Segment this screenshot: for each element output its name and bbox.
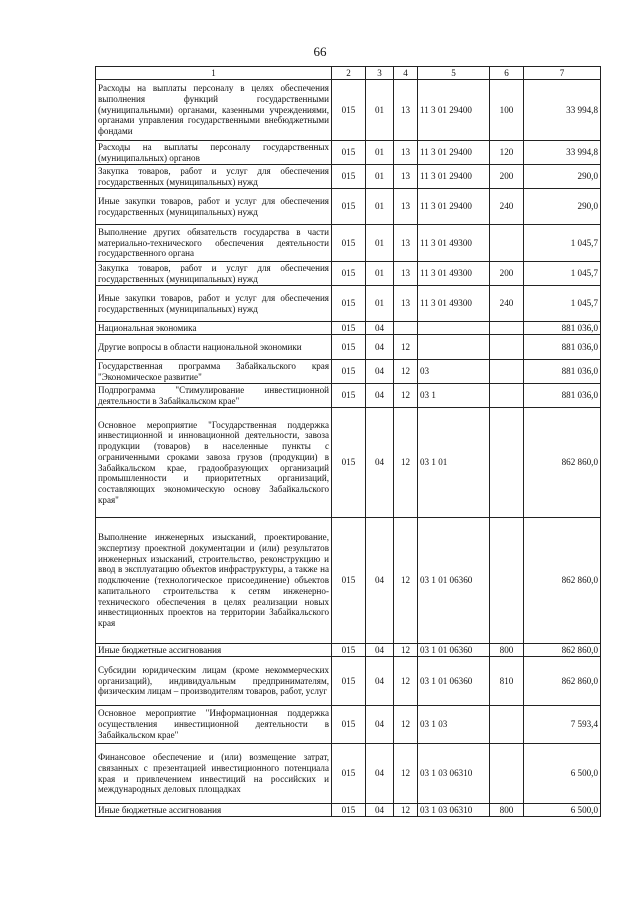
row-name: Другие вопросы в области национальной экономики bbox=[96, 335, 332, 360]
row-rz: 04 bbox=[366, 706, 394, 744]
table-row bbox=[96, 360, 601, 384]
row-vr bbox=[490, 744, 524, 804]
table-row bbox=[96, 744, 601, 804]
row-name: Подпрограмма "Стимулирование инвестиционной деятельности в Забайкальском крае" bbox=[96, 384, 332, 408]
row-csr: 11 3 01 29400 bbox=[418, 165, 490, 189]
row-name: Иные закупки товаров, работ и услуг для обеспечения государственных (муниципальных) нужд bbox=[96, 189, 332, 225]
table-row bbox=[96, 706, 601, 744]
row-pr: 12 bbox=[394, 804, 418, 817]
row-sum: 33 994,8 bbox=[524, 141, 601, 165]
row-sum: 1 045,7 bbox=[524, 286, 601, 322]
row-rz: 01 bbox=[366, 225, 394, 262]
row-sum: 7 593,4 bbox=[524, 706, 601, 744]
header-row bbox=[96, 67, 601, 80]
row-vr bbox=[490, 706, 524, 744]
row-rz: 01 bbox=[366, 141, 394, 165]
row-vr bbox=[490, 384, 524, 408]
row-sum: 290,0 bbox=[524, 189, 601, 225]
row-pr: 12 bbox=[394, 408, 418, 518]
row-name: Основное мероприятие "Информационная поддержка осуществления инвестиционной деятельности в Забайкальском крае" bbox=[96, 706, 332, 744]
row-csr: 03 1 01 bbox=[418, 408, 490, 518]
row-sum: 862 860,0 bbox=[524, 518, 601, 644]
table-row bbox=[96, 141, 601, 165]
row-rz: 04 bbox=[366, 384, 394, 408]
row-ved: 015 bbox=[332, 165, 366, 189]
row-ved: 015 bbox=[332, 706, 366, 744]
row-rz: 01 bbox=[366, 262, 394, 286]
row-rz: 01 bbox=[366, 80, 394, 141]
row-ved: 015 bbox=[332, 322, 366, 335]
table-row bbox=[96, 518, 601, 644]
row-name: Иные бюджетные ассигнования bbox=[96, 644, 332, 657]
table-row bbox=[96, 262, 601, 286]
row-rz: 04 bbox=[366, 360, 394, 384]
row-csr: 11 3 01 29400 bbox=[418, 141, 490, 165]
row-name: Государственная программа Забайкальского края "Экономическое развитие" bbox=[96, 360, 332, 384]
row-vr: 120 bbox=[490, 141, 524, 165]
col-header-pr: 4 bbox=[394, 67, 418, 80]
row-ved: 015 bbox=[332, 80, 366, 141]
row-ved: 015 bbox=[332, 360, 366, 384]
row-pr: 13 bbox=[394, 262, 418, 286]
row-sum: 881 036,0 bbox=[524, 335, 601, 360]
row-name: Закупка товаров, работ и услуг для обеспечения государственных (муниципальных) нужд bbox=[96, 262, 332, 286]
budget-table bbox=[95, 66, 601, 817]
row-name: Расходы на выплаты персоналу государственных (муниципальных) органов bbox=[96, 141, 332, 165]
col-header-vr: 6 bbox=[490, 67, 524, 80]
row-name: Национальная экономика bbox=[96, 322, 332, 335]
table-row bbox=[96, 644, 601, 657]
row-rz: 04 bbox=[366, 804, 394, 817]
row-sum: 6 500,0 bbox=[524, 744, 601, 804]
row-ved: 015 bbox=[332, 335, 366, 360]
row-vr bbox=[490, 225, 524, 262]
row-ved: 015 bbox=[332, 518, 366, 644]
row-rz: 04 bbox=[366, 408, 394, 518]
row-rz: 04 bbox=[366, 644, 394, 657]
row-rz: 04 bbox=[366, 335, 394, 360]
row-csr: 11 3 01 49300 bbox=[418, 225, 490, 262]
row-vr: 100 bbox=[490, 80, 524, 141]
row-sum: 1 045,7 bbox=[524, 225, 601, 262]
row-sum: 862 860,0 bbox=[524, 657, 601, 706]
page-number: 66 bbox=[313, 44, 327, 59]
row-pr: 13 bbox=[394, 286, 418, 322]
row-sum: 290,0 bbox=[524, 165, 601, 189]
row-ved: 015 bbox=[332, 384, 366, 408]
row-name: Финансовое обеспечение и (или) возмещение затрат, связанных с презентацией инвестиционного потенциала края и привлечением инвестиций на российских и международных деловых площадках bbox=[96, 744, 332, 804]
row-csr: 11 3 01 49300 bbox=[418, 262, 490, 286]
row-vr: 800 bbox=[490, 804, 524, 817]
row-csr: 03 1 01 06360 bbox=[418, 518, 490, 644]
row-sum: 881 036,0 bbox=[524, 384, 601, 408]
row-ved: 015 bbox=[332, 408, 366, 518]
row-csr: 03 1 01 06360 bbox=[418, 644, 490, 657]
row-ved: 015 bbox=[332, 286, 366, 322]
row-vr: 240 bbox=[490, 286, 524, 322]
col-header-rz: 3 bbox=[366, 67, 394, 80]
table-row bbox=[96, 657, 601, 706]
table-row bbox=[96, 804, 601, 817]
row-sum: 881 036,0 bbox=[524, 322, 601, 335]
row-pr: 12 bbox=[394, 657, 418, 706]
table-row bbox=[96, 80, 601, 141]
row-vr bbox=[490, 360, 524, 384]
row-vr: 800 bbox=[490, 644, 524, 657]
row-name: Расходы на выплаты персоналу в целях обеспечения выполнения функций государственными (муниципальными) органами, казенными учреждениями, органами управления государственными внебюджетными фондами bbox=[96, 80, 332, 141]
row-csr: 03 1 01 06360 bbox=[418, 657, 490, 706]
row-sum: 881 036,0 bbox=[524, 360, 601, 384]
row-pr: 12 bbox=[394, 744, 418, 804]
row-vr bbox=[490, 518, 524, 644]
row-ved: 015 bbox=[332, 141, 366, 165]
table-row bbox=[96, 225, 601, 262]
row-csr: 11 3 01 49300 bbox=[418, 286, 490, 322]
row-name: Выполнение других обязательств государства в части материально-технического обеспечения деятельности государственного органа bbox=[96, 225, 332, 262]
row-vr bbox=[490, 322, 524, 335]
col-header-sum: 7 bbox=[524, 67, 601, 80]
row-pr: 13 bbox=[394, 141, 418, 165]
row-rz: 01 bbox=[366, 286, 394, 322]
row-pr: 12 bbox=[394, 706, 418, 744]
row-ved: 015 bbox=[332, 804, 366, 817]
row-pr: 13 bbox=[394, 80, 418, 141]
row-vr: 240 bbox=[490, 189, 524, 225]
table-row bbox=[96, 189, 601, 225]
row-pr: 13 bbox=[394, 189, 418, 225]
row-ved: 015 bbox=[332, 644, 366, 657]
row-csr: 11 3 01 29400 bbox=[418, 80, 490, 141]
row-pr: 12 bbox=[394, 360, 418, 384]
row-pr: 12 bbox=[394, 518, 418, 644]
row-name: Выполнение инженерных изысканий, проектирование, экспертизу проектной документации и (или) результатов инженерных изысканий, строительство, реконструкцию и ввод в эксплуатацию объектов инфраструктуры, а также на подключение (технологическое присоединение) объектов капитального строительства к сетям инженерно-технического обеспечения в целях реализации новых инвестиционных проектов на территории Забайкальского края bbox=[96, 518, 332, 644]
row-vr: 810 bbox=[490, 657, 524, 706]
row-name: Основное мероприятие "Государственная поддержка инвестиционной и инновационной деятельности, завоза продукции (товаров) в населенные пункты с ограниченными сроками завоза грузов (продукции) в Забайкальском крае, градообразующих организаций промышленности и приоритетных организаций, составляющих экономическую основу Забайкальского края" bbox=[96, 408, 332, 518]
row-pr: 13 bbox=[394, 225, 418, 262]
row-name: Субсидии юридическим лицам (кроме некоммерческих организаций), индивидуальным предпринимателям, физическим лицам – производителям товаров, работ, услуг bbox=[96, 657, 332, 706]
row-name: Иные бюджетные ассигнования bbox=[96, 804, 332, 817]
row-sum: 33 994,8 bbox=[524, 80, 601, 141]
row-ved: 015 bbox=[332, 225, 366, 262]
row-rz: 01 bbox=[366, 189, 394, 225]
row-vr: 200 bbox=[490, 262, 524, 286]
row-rz: 01 bbox=[366, 165, 394, 189]
row-name: Закупка товаров, работ и услуг для обеспечения государственных (муниципальных) нужд bbox=[96, 165, 332, 189]
row-ved: 015 bbox=[332, 262, 366, 286]
col-header-name: 1 bbox=[96, 67, 332, 80]
table-row bbox=[96, 165, 601, 189]
row-pr: 12 bbox=[394, 644, 418, 657]
row-ved: 015 bbox=[332, 744, 366, 804]
row-ved: 015 bbox=[332, 657, 366, 706]
row-vr bbox=[490, 408, 524, 518]
row-rz: 04 bbox=[366, 322, 394, 335]
row-sum: 862 860,0 bbox=[524, 408, 601, 518]
row-pr: 12 bbox=[394, 335, 418, 360]
row-csr: 03 1 03 06310 bbox=[418, 744, 490, 804]
row-pr bbox=[394, 322, 418, 335]
row-sum: 6 500,0 bbox=[524, 804, 601, 817]
row-csr bbox=[418, 322, 490, 335]
row-pr: 13 bbox=[394, 165, 418, 189]
table-row bbox=[96, 322, 601, 335]
row-vr bbox=[490, 335, 524, 360]
row-sum: 1 045,7 bbox=[524, 262, 601, 286]
row-rz: 04 bbox=[366, 657, 394, 706]
col-header-ved: 2 bbox=[332, 67, 366, 80]
row-pr: 12 bbox=[394, 384, 418, 408]
row-sum: 862 860,0 bbox=[524, 644, 601, 657]
row-vr: 200 bbox=[490, 165, 524, 189]
col-header-csr: 5 bbox=[418, 67, 490, 80]
row-csr: 03 bbox=[418, 360, 490, 384]
row-rz: 04 bbox=[366, 744, 394, 804]
table-row bbox=[96, 286, 601, 322]
row-csr: 03 1 03 bbox=[418, 706, 490, 744]
row-csr: 11 3 01 29400 bbox=[418, 189, 490, 225]
table-row bbox=[96, 384, 601, 408]
row-csr: 03 1 03 06310 bbox=[418, 804, 490, 817]
table-row bbox=[96, 335, 601, 360]
row-rz: 04 bbox=[366, 518, 394, 644]
table-row bbox=[96, 408, 601, 518]
row-name: Иные закупки товаров, работ и услуг для обеспечения государственных (муниципальных) нужд bbox=[96, 286, 332, 322]
row-csr: 03 1 bbox=[418, 384, 490, 408]
row-ved: 015 bbox=[332, 189, 366, 225]
row-csr bbox=[418, 335, 490, 360]
